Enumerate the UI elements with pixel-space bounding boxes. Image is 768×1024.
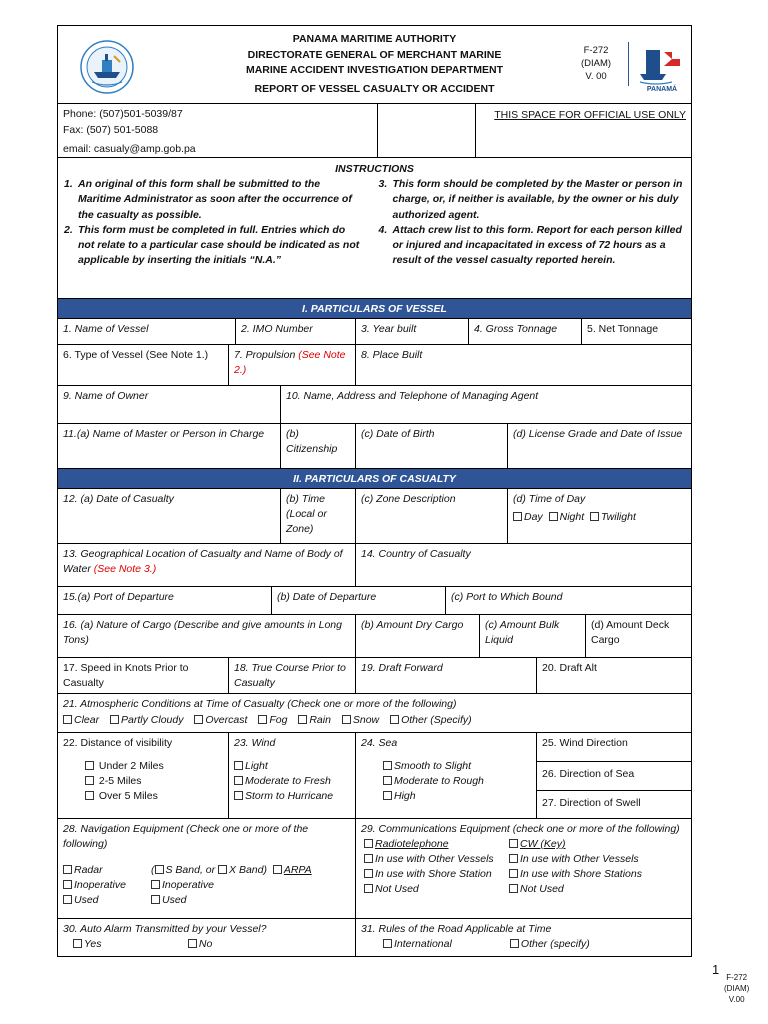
field-name-of-vessel[interactable]: 1. Name of Vessel <box>63 323 149 335</box>
time-of-day-label: (d) Time of Day <box>513 493 586 505</box>
field-name-of-owner[interactable]: 9. Name of Owner <box>63 390 149 402</box>
checkbox-other-vessels-2[interactable]: In use with Other Vessels <box>509 852 642 867</box>
field-auto-alarm <box>58 919 355 956</box>
form-diam: (DIAM) <box>581 58 612 69</box>
direction-fields <box>536 733 691 818</box>
communications-label: 29. Communications Equipment (check one or more of the following) <box>361 823 680 835</box>
row-alarm-rules <box>58 918 691 956</box>
checkbox-inoperative-2[interactable]: Inoperative <box>151 878 312 893</box>
authority-name: PANAMA MARITIME AUTHORITY <box>292 33 457 45</box>
checkbox-2-5-miles[interactable]: 2-5 Miles <box>85 774 223 789</box>
page-number: 1 <box>712 962 720 977</box>
directorate-name: DIRECTORATE GENERAL OF MERCHANT MARINE <box>247 48 502 61</box>
sea-label: 24. Sea <box>361 737 398 749</box>
row-casualty-3 <box>58 586 691 614</box>
field-license-grade[interactable]: (d) License Grade and Date of Issue <box>507 424 691 468</box>
department-name: MARINE ACCIDENT INVESTIGATION DEPARTMENT <box>245 64 504 76</box>
field-draft-forward[interactable]: 19. Draft Forward <box>355 658 536 693</box>
instruction-item: 3. This form should be completed by the Master or person in charge, or, if neither is available, by the owner or his duly authorized agent. <box>378 178 683 221</box>
checkbox-other-rules[interactable]: Other (specify) <box>510 938 590 950</box>
instructions-block <box>58 157 691 298</box>
phone-text: Phone: (507)501-5039/87 <box>63 108 183 120</box>
field-speed-knots[interactable]: 17. Speed in Knots Prior to Casualty <box>63 662 189 689</box>
field-amount-deck-cargo[interactable]: (d) Amount Deck Cargo <box>585 615 691 657</box>
official-use-box <box>475 104 691 157</box>
checkbox-day[interactable]: Day <box>513 511 543 523</box>
official-use-label: THIS SPACE FOR OFFICIAL USE ONLY <box>494 109 686 121</box>
checkbox-shore-station-2[interactable]: In use with Shore Stations <box>509 867 642 882</box>
checkbox-used-2[interactable]: Used <box>151 893 312 908</box>
checkbox-not-used-2[interactable]: Not Used <box>509 882 642 897</box>
field-zone-description[interactable]: (c) Zone Description <box>355 489 507 543</box>
field-year-built[interactable]: 3. Year built <box>355 319 468 344</box>
field-type-of-vessel[interactable]: 6. Type of Vessel (See Note 1.) <box>63 349 209 361</box>
checkbox-wind-storm[interactable]: Storm to Hurricane <box>234 789 350 804</box>
field-propulsion[interactable]: 7. Propulsion (See Note 2.) <box>228 345 355 385</box>
row-atmospheric-conditions <box>58 693 691 732</box>
casualty-report-form <box>57 25 692 957</box>
form-code: F-272 <box>583 45 609 56</box>
field-place-built[interactable]: 8. Place Built <box>355 345 691 385</box>
fax-text: Fax: (507) 501-5088 <box>63 124 159 136</box>
header-divider <box>628 42 629 86</box>
checkbox-shore-station-1[interactable]: In use with Shore Station <box>364 867 509 882</box>
field-citizenship[interactable]: (b) Citizenship <box>280 424 355 468</box>
checkbox-over-5-miles[interactable]: Over 5 Miles <box>85 789 223 804</box>
row-visibility-wind-sea <box>58 732 691 818</box>
footer-form-code: F-272 (DIAM) V.00 <box>724 973 750 1004</box>
row-vessel-4 <box>58 423 691 468</box>
checkbox-cw-key[interactable]: CW (Key) <box>509 837 642 852</box>
field-port-bound[interactable]: (c) Port to Which Bound <box>445 587 691 614</box>
checkbox-sea-high[interactable]: High <box>383 789 531 804</box>
checkbox-x-band[interactable]: X Band) <box>218 864 267 876</box>
field-time-of-casualty[interactable]: (b) Time (Local or Zone) <box>280 489 355 543</box>
navigation-label: 28. Navigation Equipment (Check one or more of the following) <box>63 823 309 850</box>
checkbox-used-1[interactable]: Used <box>63 893 151 908</box>
field-amount-bulk-liquid[interactable]: (c) Amount Bulk Liquid <box>479 615 585 657</box>
field-direction-of-sea[interactable]: 26. Direction of Sea <box>537 762 691 791</box>
instruction-item: 2. This form must be completed in full. Entries which do not relate to a particular case should be indicated as not applicable by inserting the initials “N.A.” <box>64 223 360 267</box>
field-true-course[interactable]: 18. True Course Prior to Casualty <box>228 658 355 693</box>
checkbox-rain[interactable]: Rain <box>298 714 331 726</box>
row-equipment <box>58 818 691 918</box>
form-header <box>58 26 691 103</box>
checkbox-fog[interactable]: Fog <box>258 714 287 726</box>
field-draft-alt[interactable]: 20. Draft Alt <box>536 658 691 693</box>
form-title: REPORT OF VESSEL CASUALTY OR ACCIDENT <box>254 82 495 95</box>
form-code-block <box>581 44 611 83</box>
contact-blank <box>377 104 475 157</box>
field-wind <box>228 733 355 818</box>
rules-of-road-label: 31. Rules of the Road Applicable at Time <box>361 923 552 935</box>
field-date-of-casualty[interactable]: 12. (a) Date of Casualty <box>63 493 174 505</box>
instruction-item: 4. Attach crew list to this form. Report for each person killed or injured and incapacitated in excess of 72 hours as a result of the vessel casualty reported herein. <box>378 223 682 267</box>
checkbox-wind-moderate[interactable]: Moderate to Fresh <box>234 774 350 789</box>
row-casualty-4 <box>58 614 691 657</box>
contact-row <box>58 103 691 157</box>
field-date-of-birth[interactable]: (c) Date of Birth <box>355 424 507 468</box>
field-time-of-day <box>507 489 691 543</box>
row-vessel-2 <box>58 344 691 385</box>
checkbox-sea-moderate[interactable]: Moderate to Rough <box>383 774 531 789</box>
visibility-label: 22. Distance of visibility <box>63 737 173 749</box>
instructions-title: INSTRUCTIONS <box>335 163 414 175</box>
checkbox-alarm-yes[interactable]: Yes <box>73 937 185 952</box>
field-master-name[interactable]: 11.(a) Name of Master or Person in Charge <box>63 428 265 440</box>
field-gross-tonnage[interactable]: 4. Gross Tonnage <box>468 319 581 344</box>
field-amount-dry-cargo[interactable]: (b) Amount Dry Cargo <box>355 615 479 657</box>
checkbox-clear[interactable]: Clear <box>63 714 99 726</box>
checkbox-snow[interactable]: Snow <box>342 714 379 726</box>
checkbox-sea-smooth[interactable]: Smooth to Slight <box>383 759 531 774</box>
field-wind-direction[interactable]: 25. Wind Direction <box>537 733 691 762</box>
field-date-of-departure[interactable]: (b) Date of Departure <box>271 587 445 614</box>
row-casualty-1 <box>58 488 691 543</box>
field-navigation-equipment: 28. Navigation Equipment (Check one or more of the following) Radar Inoperative Used ( S Band, or X Band) ARPA Inoperative Used <box>58 819 355 918</box>
checkbox-arpa[interactable]: ARPA <box>273 864 312 876</box>
checkbox-inoperative-1[interactable]: Inoperative <box>63 878 151 893</box>
instructions-list <box>58 175 691 273</box>
atmospheric-label: 21. Atmospheric Conditions at Time of Casualty (Check one or more of the following) <box>63 698 457 710</box>
section-casualty-header: II. PARTICULARS OF CASUALTY <box>58 468 691 488</box>
email-text: email: casualy@amp.gob.pa <box>63 143 196 155</box>
field-geographical-location[interactable]: 13. Geographical Location of Casualty and Name of Body of Water (See Note 3.) <box>63 548 343 575</box>
checkbox-overcast[interactable]: Overcast <box>194 714 247 726</box>
field-country-of-casualty[interactable]: 14. Country of Casualty <box>355 544 691 586</box>
row-casualty-5 <box>58 657 691 693</box>
field-nature-of-cargo[interactable]: 16. (a) Nature of Cargo (Describe and give amounts in Long Tons) <box>63 619 342 646</box>
auto-alarm-label: 30. Auto Alarm Transmitted by your Vessel? <box>63 923 267 935</box>
checkbox-other-vessels-1[interactable]: In use with Other Vessels <box>364 852 509 867</box>
field-net-tonnage[interactable]: 5. Net Tonnage <box>581 319 691 344</box>
checkbox-twilight[interactable]: Twilight <box>590 511 636 523</box>
field-direction-of-swell[interactable]: 27. Direction of Swell <box>542 797 641 809</box>
panama-logo <box>636 44 688 92</box>
field-managing-agent[interactable]: 10. Name, Address and Telephone of Managing Agent <box>280 386 691 423</box>
section-vessel-header: I. PARTICULARS OF VESSEL <box>58 298 691 318</box>
field-port-of-departure[interactable]: 15.(a) Port of Departure <box>63 591 174 603</box>
checkbox-radar[interactable]: Radar <box>63 863 151 878</box>
field-communications-equipment <box>355 819 691 918</box>
atmospheric-options <box>63 712 686 728</box>
wind-label: 23. Wind <box>234 737 276 749</box>
checkbox-international[interactable]: International <box>383 937 507 952</box>
checkbox-not-used-1[interactable]: Not Used <box>364 882 509 897</box>
row-vessel-1 <box>58 318 691 344</box>
checkbox-under-2-miles[interactable]: Under 2 Miles <box>85 759 223 774</box>
row-casualty-2 <box>58 543 691 586</box>
checkbox-s-band[interactable]: S Band, or <box>155 864 216 876</box>
instruction-item: 1. An original of this form shall be submitted to the Maritime Administrator as soon after the occurrence of the casualty as possible. <box>64 178 352 221</box>
field-sea <box>355 733 536 818</box>
checkbox-alarm-no[interactable]: No <box>188 938 212 950</box>
form-version: V. 00 <box>585 71 607 82</box>
row-vessel-3 <box>58 385 691 423</box>
contact-info <box>58 104 377 157</box>
checkbox-night[interactable]: Night <box>549 511 585 523</box>
checkbox-radiotelephone[interactable]: Radiotelephone <box>364 837 509 852</box>
checkbox-other-atmospheric[interactable]: Other (Specify) <box>390 714 472 726</box>
panama-logo-text: PANAMÁ <box>646 86 678 92</box>
checkbox-wind-light[interactable]: Light <box>234 759 350 774</box>
field-rules-of-road <box>355 919 691 956</box>
field-imo-number[interactable]: 2. IMO Number <box>235 319 355 344</box>
field-visibility <box>58 733 228 818</box>
checkbox-partly-cloudy[interactable]: Partly Cloudy <box>110 714 183 726</box>
